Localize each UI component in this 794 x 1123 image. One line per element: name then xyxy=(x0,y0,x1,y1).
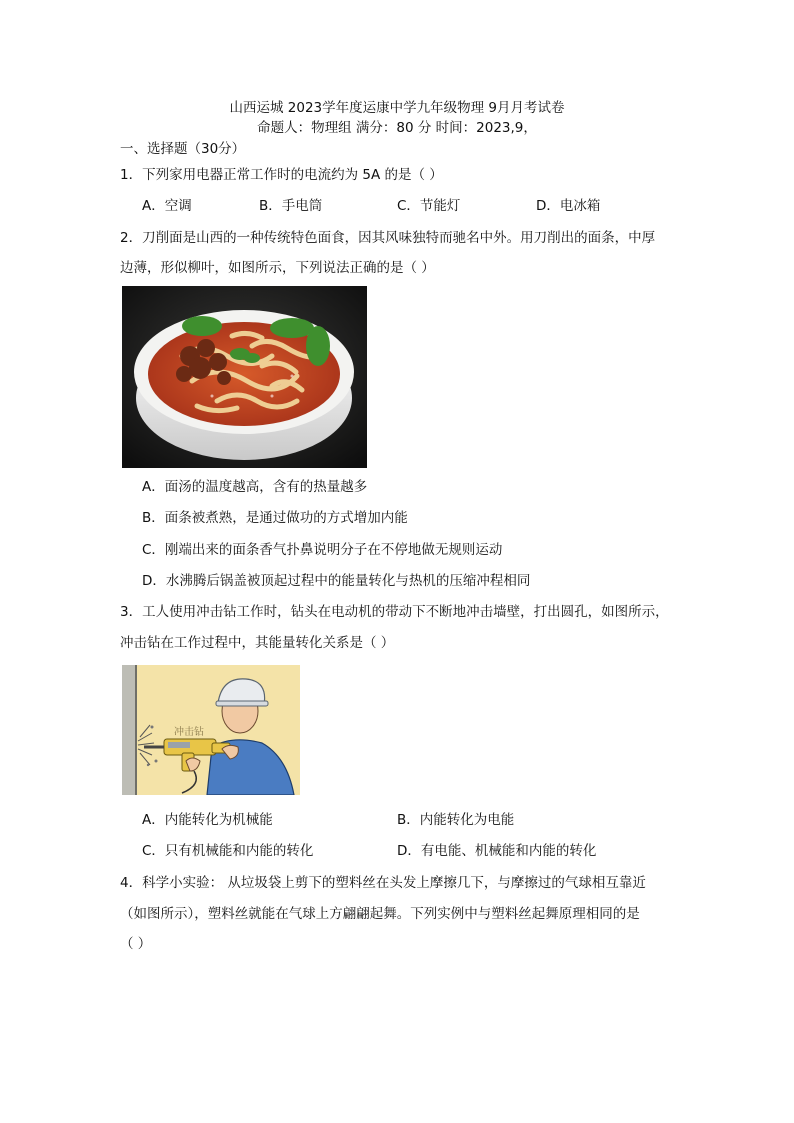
q2-option-d: D．水沸腾后锅盖被顶起过程中的能量转化与热机的压缩冲程相同 xyxy=(142,573,531,589)
q2-option-a: A．面汤的温度越高，含有的热量越多 xyxy=(142,479,368,495)
section-title: 一、选择题（30分） xyxy=(120,141,246,157)
question-1-stem: 1．下列家用电器正常工作时的电流约为 5A 的是（ ） xyxy=(120,167,443,183)
q1-option-b: B．手电筒 xyxy=(259,198,323,214)
q3-option-b: B．内能转化为电能 xyxy=(397,812,515,828)
q3-option-c: C．只有机械能和内能的转化 xyxy=(142,843,314,859)
exam-title: 山西运城 2023学年度运康中学九年级物理 9月月考试卷 xyxy=(229,100,565,116)
exam-meta: 命题人：物理组 满分：80 分 时间：2023,9， xyxy=(257,120,537,136)
q3-option-a: A．内能转化为机械能 xyxy=(142,812,273,828)
q2-option-c: C．刚端出来的面条香气扑鼻说明分子在不停地做无规则运动 xyxy=(142,542,503,558)
impact-drill-worker-image xyxy=(122,665,300,795)
q1-option-c: C．节能灯 xyxy=(397,198,461,214)
question-4-stem-line3: （ ） xyxy=(120,936,152,952)
q1-option-d: D．电冰箱 xyxy=(536,198,601,214)
question-4-stem-line2: （如图所示），塑料丝就能在气球上方翩翩起舞。下列实例中与塑料丝起舞原理相同的是 xyxy=(120,906,640,922)
drill-label: 冲击钻 xyxy=(174,727,204,738)
question-4-stem-line1: 4．科学小实验： 从垃圾袋上剪下的塑料丝在头发上摩擦几下，与摩擦过的气球相互靠近 xyxy=(120,875,646,891)
q1-option-a: A．空调 xyxy=(142,198,192,214)
question-2-stem-line1: 2．刀削面是山西的一种传统特色面食，因其风味独特而驰名中外。用刀削出的面条，中厚 xyxy=(120,230,656,246)
q3-option-d: D．有电能、机械能和内能的转化 xyxy=(397,843,597,859)
question-3-stem-line1: 3．工人使用冲击钻工作时，钻头在电动机的带动下不断地冲击墙壁，打出圆孔，如图所示， xyxy=(120,604,669,620)
q2-option-b: B．面条被煮熟，是通过做功的方式增加内能 xyxy=(142,510,408,526)
noodle-bowl-image xyxy=(122,286,367,468)
question-2-stem-line2: 边薄，形似柳叶，如图所示，下列说法正确的是（ ） xyxy=(120,260,435,276)
question-3-stem-line2: 冲击钻在工作过程中，其能量转化关系是（ ） xyxy=(120,635,395,651)
